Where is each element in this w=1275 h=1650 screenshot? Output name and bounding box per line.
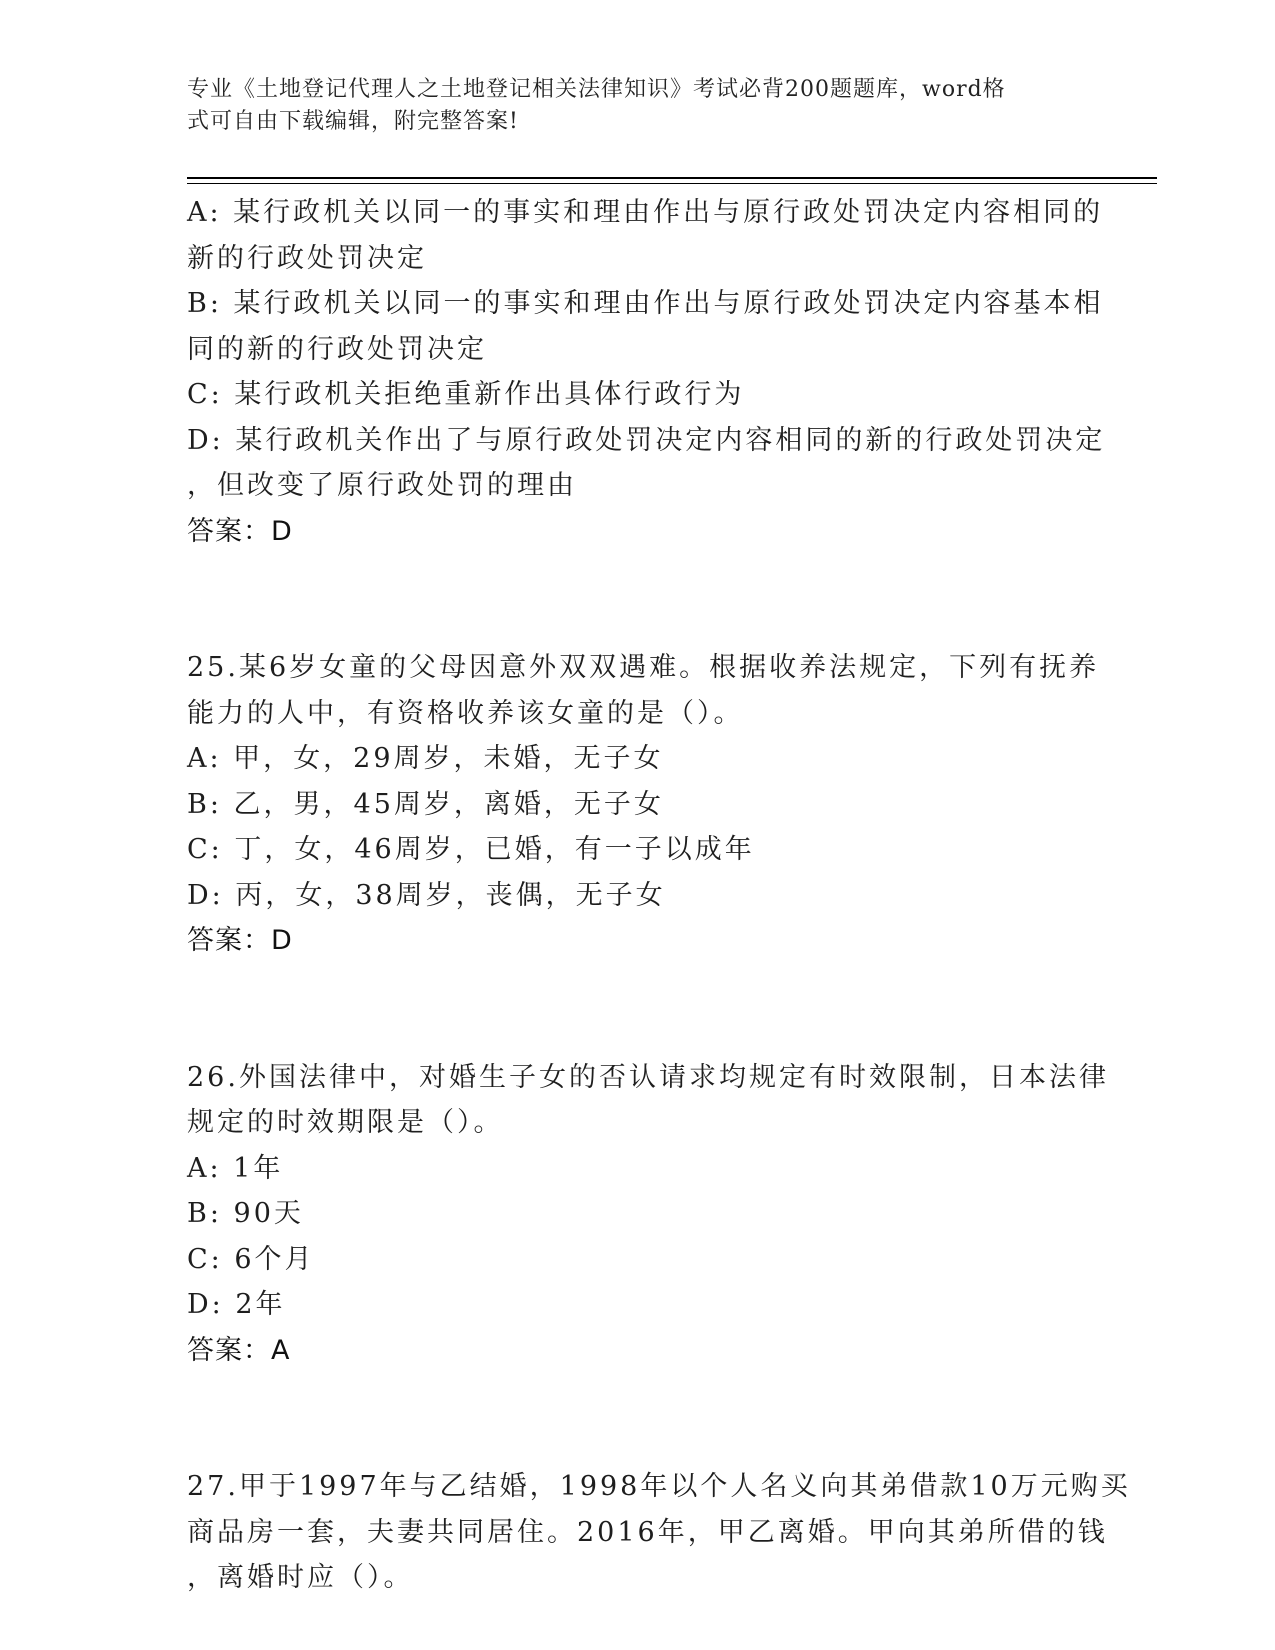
- question-list: [187, 190, 1131, 1601]
- option-d-line-1: D: 某行政机关作出了与原行政处罚决定内容相同的新的行政处罚决定: [187, 424, 1106, 456]
- option-c: C: 某行政机关拒绝重新作出具体行政行为: [187, 379, 745, 410]
- header-divider-thin: [187, 183, 1157, 184]
- question-stem-line-2: 规定的时效期限是（）。: [187, 1107, 504, 1138]
- question-24: [187, 190, 1106, 554]
- header-line-1: 专业《土地登记代理人之土地登记相关法律知识》考试必背200题题库，word格: [187, 77, 1006, 102]
- question-stem-line-1: 26.外国法律中，对婚生子女的否认请求均规定有时效限制，日本法律: [187, 1061, 1109, 1093]
- option-d: D: 2年: [187, 1289, 286, 1320]
- question-25: [187, 645, 1100, 964]
- question-stem-line-3: ，离婚时应（）。: [187, 1562, 414, 1593]
- document-header: [187, 74, 1067, 138]
- option-a-line-1: A: 某行政机关以同一的事实和理由作出与原行政处罚决定内容相同的: [187, 197, 1104, 228]
- option-d: D: 丙，女，38周岁，丧偶，无子女: [187, 879, 666, 911]
- question-stem-line-1: 25.某6岁女童的父母因意外双双遇难。根据收养法规定，下列有抚养: [187, 652, 1100, 683]
- spacer: [187, 554, 1087, 645]
- header-line-2: 式可自由下载编辑，附完整答案!: [187, 109, 519, 134]
- option-a: A: 甲，女，29周岁，未婚，无子女: [187, 743, 664, 774]
- option-a: A: 1年: [187, 1152, 284, 1184]
- option-b: B: 90天: [187, 1198, 304, 1229]
- question-26: [187, 1055, 1109, 1374]
- option-b-line-2: 同的新的行政处罚决定: [187, 333, 487, 365]
- spacer: [187, 964, 1087, 1055]
- question-27: [187, 1464, 1131, 1601]
- option-c: C: 6个月: [187, 1243, 315, 1275]
- option-d-line-2: ，但改变了原行政处罚的理由: [187, 470, 577, 501]
- spacer: [187, 1373, 1087, 1464]
- header-divider-thick: [187, 177, 1157, 179]
- option-c: C: 丁，女，46周岁，已婚，有一子以成年: [187, 834, 755, 865]
- option-b: B: 乙，男，45周岁，离婚，无子女: [187, 788, 664, 820]
- question-stem-line-1: 27.甲于1997年与乙结婚，1998年以个人名义向其弟借款10万元购买: [187, 1471, 1131, 1502]
- answer-text: 答案：D: [187, 515, 293, 547]
- answer-text: 答案：D: [187, 925, 293, 956]
- answer-text: 答案：A: [187, 1334, 291, 1366]
- question-stem-line-2: 商品房一套，夫妻共同居住。2016年，甲乙离婚。甲向其弟所借的钱: [187, 1516, 1108, 1548]
- option-a-line-2: 新的行政处罚决定: [187, 242, 427, 274]
- question-stem-line-2: 能力的人中，有资格收养该女童的是（）。: [187, 697, 744, 729]
- option-b-line-1: B: 某行政机关以同一的事实和理由作出与原行政处罚决定内容基本相: [187, 288, 1104, 319]
